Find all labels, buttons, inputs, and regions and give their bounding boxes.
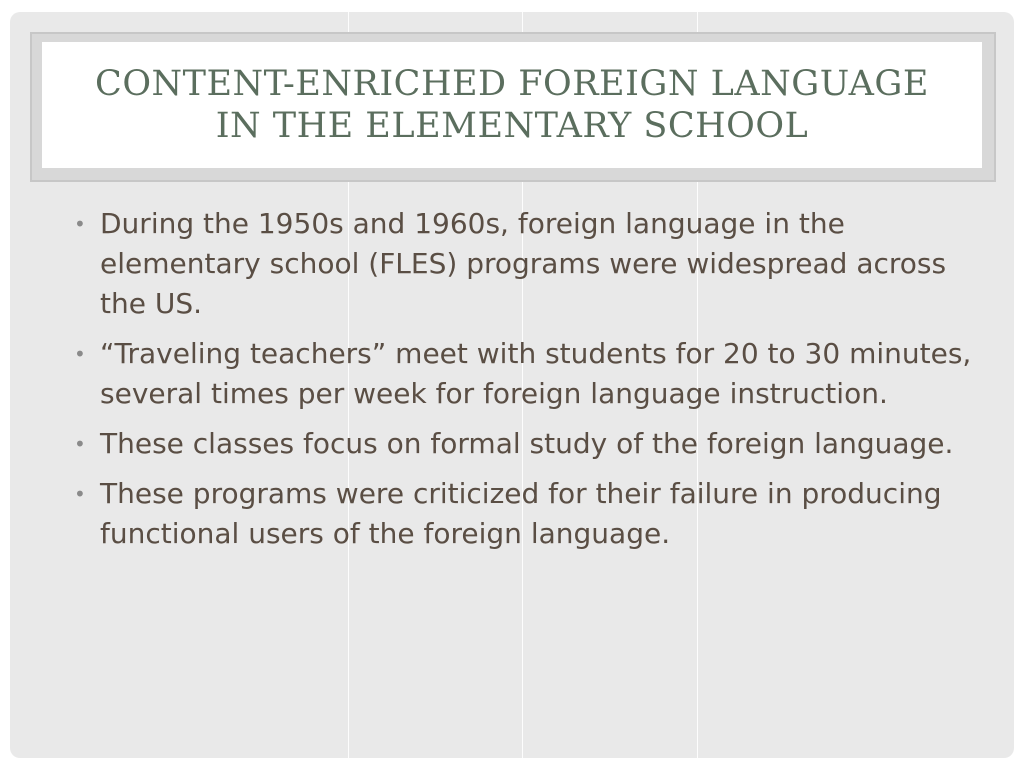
bullet-item xyxy=(72,424,972,464)
bullet-item xyxy=(72,204,972,324)
title-box xyxy=(42,42,982,168)
title-line-2: IN THE ELEMENTARY SCHOOL xyxy=(215,106,809,146)
slide-title xyxy=(95,63,929,147)
slide xyxy=(10,12,1014,758)
bullet-icon: • xyxy=(74,212,86,236)
bullet-text: These programs were criticized for their failure in producing functional users of the foreign language. xyxy=(100,477,942,550)
bullet-icon: • xyxy=(74,432,86,456)
title-frame xyxy=(30,32,996,182)
bullet-item xyxy=(72,474,972,554)
bullet-text: During the 1950s and 1960s, foreign language in the elementary school (FLES) programs were widespread across the US. xyxy=(100,207,947,320)
bullet-item xyxy=(72,334,972,414)
bullet-text: “Traveling teachers” meet with students for 20 to 30 minutes, several times per week for foreign language instruction. xyxy=(100,337,972,410)
title-line-1: CONTENT-ENRICHED FOREIGN LANGUAGE xyxy=(95,64,929,104)
bullet-icon: • xyxy=(74,482,86,506)
bullet-icon: • xyxy=(74,342,86,366)
bullet-list xyxy=(72,204,972,564)
bullet-text: These classes focus on formal study of the foreign language. xyxy=(100,427,954,460)
